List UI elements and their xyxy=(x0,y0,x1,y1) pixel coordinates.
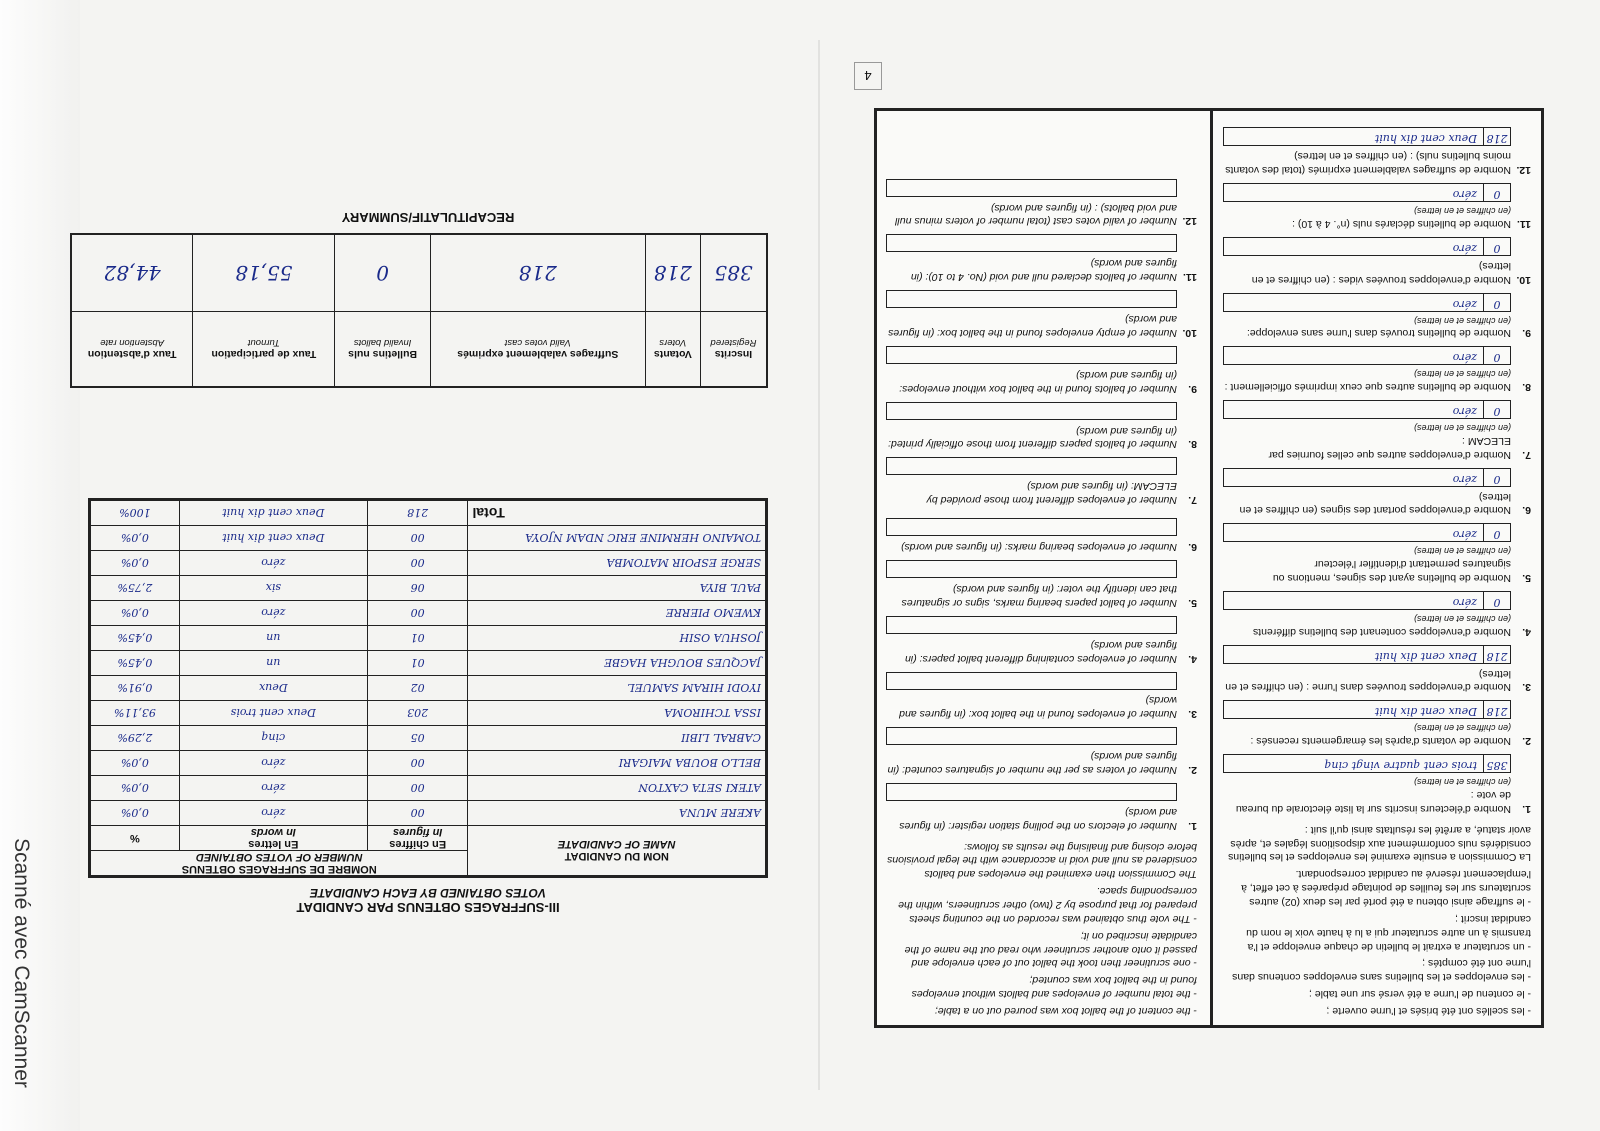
votes-percent: 0,0% xyxy=(90,601,180,626)
question-item-fr xyxy=(1223,128,1531,177)
votes-figures: 01 xyxy=(367,651,468,676)
total-figures: 218 xyxy=(367,500,468,526)
procedure-line: - the total number of envelopes and ballots without envelopes found in the ballot box was counted; xyxy=(911,974,1197,1001)
summary-header-fr: Inscrits xyxy=(714,348,753,361)
candidate-row xyxy=(90,551,767,576)
header-in-figures: En chiffres In figures xyxy=(367,826,468,851)
candidate-row xyxy=(90,651,767,676)
answer-box xyxy=(1223,645,1511,664)
question-item-en xyxy=(886,727,1197,776)
question-item-fr xyxy=(1223,183,1531,230)
answer-words: zéro xyxy=(1452,405,1477,419)
votes-words: Deux xyxy=(179,676,367,701)
question-text: Number of voters as per the number of signatures counted: (in figures and words) xyxy=(887,750,1177,776)
summary-value: 385 xyxy=(700,234,767,312)
header-votes-obtained: NOMBRE DE SUFFRAGES OBTENUS NUMBER OF VOTES OBTAINED xyxy=(90,851,468,877)
answer-box xyxy=(1223,754,1511,773)
votes-percent: 2,75% xyxy=(90,576,180,601)
question-item-fr xyxy=(1223,523,1531,584)
question-hint: (en chiffres et en lettres) xyxy=(1413,546,1511,557)
votes-percent: 0,45% xyxy=(90,651,180,676)
answer-box xyxy=(1223,701,1511,720)
candidate-name: KWEMO PIERRE xyxy=(468,601,767,626)
question-number: 3. xyxy=(1522,681,1531,694)
summary-header-en: Turnout xyxy=(247,337,280,349)
question-item-fr xyxy=(1223,400,1531,461)
question-item-fr xyxy=(1223,591,1531,638)
question-item-fr xyxy=(1223,293,1531,340)
answer-box-empty xyxy=(886,616,1177,634)
question-body xyxy=(886,672,1177,721)
question-item-en xyxy=(886,457,1197,506)
summary-value: 0 xyxy=(335,234,431,312)
summary-header xyxy=(193,312,335,388)
votes-figures: 00 xyxy=(367,551,468,576)
question-text: Nombre d'enveloppes trouvées vides : (en chiffres et en lettres) xyxy=(1251,259,1511,286)
question-body xyxy=(886,518,1177,553)
candidate-row xyxy=(90,751,767,776)
question-body xyxy=(1223,754,1511,815)
question-number: 7. xyxy=(1188,494,1197,507)
candidate-name: AKERE MUNA xyxy=(468,801,767,826)
procedure-line: - le suffrage ainsi obtenu a été porté par les deux (02) autres scrutateurs sur les feuilles de pointage préparées à cet effet, à l'emplacement réservé au candidat correspondant. xyxy=(1241,868,1531,908)
answer-box-empty xyxy=(886,672,1177,690)
question-item-fr xyxy=(1223,346,1531,393)
answer-box xyxy=(1223,183,1511,202)
candidate-name: JACQUES BOUGHA HAGBE xyxy=(468,651,767,676)
candidate-row xyxy=(90,776,767,801)
candidate-name: PAUL BIYA xyxy=(468,576,767,601)
answer-box-empty xyxy=(886,457,1177,475)
answer-words: zéro xyxy=(1452,472,1477,486)
summary-title: RECAPITULATIF/SUMMARY xyxy=(341,210,515,225)
answer-figures: 218 xyxy=(1483,646,1510,663)
summary-header xyxy=(335,312,431,388)
votes-percent: 93,11% xyxy=(90,701,180,726)
votes-words: Deux cent dix huit xyxy=(179,526,367,551)
candidate-row xyxy=(90,676,767,701)
question-text: Nombre de votants d'après les émargements recensés : xyxy=(1250,735,1511,748)
votes-figures: 00 xyxy=(367,526,468,551)
question-item-en xyxy=(886,513,1197,553)
question-number: 12. xyxy=(1516,164,1531,177)
question-text: Nombre d'enveloppes autres que celles fournies par ELECAM : xyxy=(1268,434,1511,461)
procedure-line: - the content of the ballot box was poured out on a table; xyxy=(934,1005,1197,1017)
answer-figures: 0 xyxy=(1483,347,1510,364)
question-number: 7. xyxy=(1522,448,1531,461)
votes-percent: 0,0% xyxy=(90,551,180,576)
votes-figures: 00 xyxy=(367,601,468,626)
answer-box xyxy=(1223,468,1511,487)
question-number: 1. xyxy=(1522,802,1531,815)
question-number: 10. xyxy=(1516,273,1531,286)
answer-words: zéro xyxy=(1452,351,1477,365)
votes-section-title: III-SUFFRAGES OBTENUS PAR CANDIDAT xyxy=(296,900,560,915)
question-hint: (en chiffres et en lettres) xyxy=(1413,423,1511,434)
answer-words: zéro xyxy=(1452,596,1477,610)
candidate-row xyxy=(90,576,767,601)
votes-percent: 0,0% xyxy=(90,526,180,551)
candidate-row xyxy=(90,526,767,551)
results-page xyxy=(88,185,768,915)
answer-words: Deux cent dix huit xyxy=(1374,705,1477,719)
header-candidate-name: NOM DU CANDIDAT NAME OF CANDIDATE xyxy=(468,826,767,877)
question-text: Number of envelopes different from those provided by ELECAM: (in figures and words) xyxy=(926,480,1177,507)
summary-header-fr: Bulletins nuls xyxy=(348,348,418,361)
question-body xyxy=(886,346,1177,395)
question-text: Number of empty envelopes found in the ballot box: (in figures and words) xyxy=(888,313,1177,339)
question-body xyxy=(886,783,1177,832)
summary-section xyxy=(88,210,768,388)
votes-figures: 00 xyxy=(367,776,468,801)
header-in-words: En lettres In words xyxy=(179,826,367,851)
question-body xyxy=(1223,400,1511,461)
question-text: Number of envelopes found in the ballot box: (in figures and words) xyxy=(899,694,1177,721)
summary-header-en: Registered xyxy=(710,337,757,349)
answer-box xyxy=(1223,128,1511,147)
question-body xyxy=(886,616,1177,665)
total-label: Total xyxy=(468,500,767,526)
answer-box-empty xyxy=(886,402,1177,420)
english-column xyxy=(876,111,1207,1025)
question-number: 6. xyxy=(1522,504,1531,517)
candidate-name: BELLO BOUBA MAIGARI xyxy=(468,751,767,776)
answer-words: Deux cent dix huit xyxy=(1374,649,1477,663)
question-list-fr xyxy=(1223,128,1531,815)
procedure-line: - le contenu de l'urne a été versé sur une table ; xyxy=(1308,988,1531,1001)
question-text: Nombre d'enveloppes portant des signes (en chiffres et en lettres) xyxy=(1239,490,1511,517)
answer-box xyxy=(1223,237,1511,256)
answer-box-empty xyxy=(886,560,1177,578)
candidate-votes-table xyxy=(88,498,768,878)
votes-percent: 2,29% xyxy=(90,726,180,751)
votes-words: zéro xyxy=(179,601,367,626)
summary-value: 44,82 xyxy=(71,234,193,312)
answer-words: Deux cent dix huit xyxy=(1374,132,1477,146)
votes-figures: 203 xyxy=(367,701,468,726)
procedure-line: The Commission then examined the envelopes and ballots considered as null and void in accordance with the legal provisions before closing and finalising the results as follows: xyxy=(887,840,1197,881)
votes-percent: 0,0% xyxy=(90,801,180,826)
votes-figures: 05 xyxy=(367,726,468,751)
summary-table xyxy=(70,233,768,388)
votes-figures: 01 xyxy=(367,626,468,651)
candidate-row xyxy=(90,726,767,751)
candidate-name: JOSHUA OSIH xyxy=(468,626,767,651)
candidate-name: ISSA TCHIROMA xyxy=(468,701,767,726)
summary-header-en: Invalid ballots xyxy=(353,337,412,349)
answer-box-empty xyxy=(886,518,1177,536)
question-hint: (en chiffres et en lettres) xyxy=(1413,613,1511,624)
question-number: 1. xyxy=(1188,819,1197,832)
question-number: 2. xyxy=(1522,735,1531,748)
summary-value: 55,18 xyxy=(193,234,335,312)
answer-figures: 0 xyxy=(1483,294,1510,311)
votes-words: zéro xyxy=(179,776,367,801)
answer-box xyxy=(1223,523,1511,542)
candidate-row xyxy=(90,601,767,626)
votes-words: zéro xyxy=(179,751,367,776)
question-number: 6. xyxy=(1188,541,1197,554)
candidate-name: IYODI HIRAM SAMUEL xyxy=(468,676,767,701)
scanner-watermark: Scanné avec CamScanner xyxy=(10,838,33,1088)
question-item-en xyxy=(886,616,1197,665)
votes-words: zéro xyxy=(179,551,367,576)
question-body xyxy=(1223,183,1511,230)
summary-header xyxy=(430,312,645,388)
summary-header-fr: Suffrages valablement exprimés xyxy=(457,348,619,361)
candidate-name: ATEKI SETA CAXTON xyxy=(468,776,767,801)
question-number: 9. xyxy=(1522,327,1531,340)
question-body xyxy=(1223,468,1511,517)
question-item-en xyxy=(886,290,1197,339)
question-item-fr xyxy=(1223,468,1531,517)
question-body xyxy=(1223,346,1511,393)
answer-figures: 0 xyxy=(1483,524,1510,541)
summary-header-en: Abstention rate xyxy=(100,337,165,349)
procedure-line: - The vote thus obtained was recorded on the counting sheets prepared for that purpose by 2 (two) other scrutineers, within the corresponding space. xyxy=(898,885,1197,925)
question-hint: (en chiffres et en lettres) xyxy=(1413,369,1511,380)
summary-header xyxy=(71,312,193,388)
answer-words: zéro xyxy=(1452,241,1477,255)
question-body xyxy=(886,457,1177,506)
question-item-en xyxy=(886,560,1197,609)
summary-header-en: Voters xyxy=(659,337,687,349)
votes-figures: 02 xyxy=(367,676,468,701)
votes-words: un xyxy=(179,651,367,676)
question-text: Nombre de bulletins ayant des signes, mentions ou signatures permettant d'identifier l'électeur xyxy=(1272,558,1511,585)
votes-percent: 0,0% xyxy=(90,751,180,776)
candidate-name: TOMAINO HERMINE ERIC NDAM NJOYA xyxy=(468,526,767,551)
candidate-row xyxy=(90,626,767,651)
question-number: 5. xyxy=(1522,572,1531,585)
page-number: 4 xyxy=(854,62,882,90)
question-item-fr xyxy=(1223,645,1531,694)
question-body xyxy=(1223,701,1511,748)
header-percent: % xyxy=(90,826,180,851)
answer-words: zéro xyxy=(1452,528,1477,542)
question-item-en xyxy=(886,672,1197,721)
procedure-fr xyxy=(1223,822,1531,1017)
question-number: 5. xyxy=(1188,596,1197,609)
total-row xyxy=(90,500,767,526)
procedure-line: - un scrutateur a extrait le bulletin de chaque enveloppe et l'a transmis à un autre scrutateur qui a lu à haute voix le nom du candidat inscrit ; xyxy=(1246,912,1531,953)
question-text: Number of envelopes containing different ballot papers: (in figures and words) xyxy=(905,638,1177,665)
question-text: Number of ballots found in the ballot box without envelopes: (in figures and words) xyxy=(899,368,1177,395)
votes-figures: 06 xyxy=(367,576,468,601)
answer-box xyxy=(1223,400,1511,419)
votes-figures: 00 xyxy=(367,801,468,826)
votes-percent: 0,91% xyxy=(90,676,180,701)
question-body xyxy=(1223,645,1511,694)
summary-header-fr: Taux d'abstention xyxy=(87,348,177,361)
question-item-fr xyxy=(1223,754,1531,815)
question-item-en xyxy=(886,179,1197,228)
question-body xyxy=(1223,523,1511,584)
question-text: Number of valid votes cast (total number of voters minus null and void ballots) : (in figures and words) xyxy=(895,201,1177,228)
question-text: Nombre de bulletins autres que ceux imprimés officiellement : xyxy=(1224,381,1511,394)
question-item-fr xyxy=(1223,237,1531,286)
question-text: Number of envelopes bearing marks: (in figures and words) xyxy=(900,541,1177,554)
question-number: 3. xyxy=(1188,708,1197,721)
procedure-line: La Commission a ensuite examiné les enveloppes et les bulletins considérés nuls conformément aux dispositions légales et, après avoir statué, a arrêté les résultats ainsi qu'il suit : xyxy=(1228,823,1531,864)
question-hint: (en chiffres et en lettres) xyxy=(1413,206,1511,217)
question-item-en xyxy=(886,783,1197,832)
procedure-line: - one scrutineer then took the ballot out of each envelope and passed it onto another scrutineer who read out the name of the candidate inscribed on it; xyxy=(904,929,1197,970)
summary-header-fr: Taux de participation xyxy=(211,348,317,361)
question-text: Number of ballot papers bearing marks, signs or signatures that can identify the voter: (in figures and words) xyxy=(901,582,1177,609)
candidate-name: SERGE ESPOIR MATOMBA xyxy=(468,551,767,576)
summary-value: 218 xyxy=(430,234,645,312)
answer-box-empty xyxy=(886,179,1177,197)
answer-figures: 0 xyxy=(1483,184,1510,201)
votes-percent: 0,45% xyxy=(90,626,180,651)
question-body xyxy=(886,235,1177,284)
question-body xyxy=(1223,591,1511,638)
answer-figures: 0 xyxy=(1483,469,1510,486)
question-text: Nombre d'électeurs inscrits sur la liste électorale du bureau de vote : xyxy=(1235,788,1511,815)
question-hint: (en chiffres et en lettres) xyxy=(1413,315,1511,326)
question-body xyxy=(886,402,1177,451)
answer-box-empty xyxy=(886,346,1177,364)
answer-figures: 0 xyxy=(1483,401,1510,418)
question-body xyxy=(886,727,1177,776)
page-fold xyxy=(818,40,820,1090)
question-body xyxy=(1223,237,1511,286)
minutes-page xyxy=(874,108,1544,1028)
candidate-row xyxy=(90,701,767,726)
question-body xyxy=(1223,128,1511,177)
question-text: Number of ballots papers different from those officially printed: (in figures and words) xyxy=(888,424,1177,451)
summary-header-fr: Votants xyxy=(653,348,692,361)
votes-words: Deux cent trois xyxy=(179,701,367,726)
question-body xyxy=(886,290,1177,339)
question-text: Nombre de suffrages valablement exprimés (total des votants moins bulletins nuls) : (en chiffres et en lettres) xyxy=(1225,150,1511,177)
question-number: 12. xyxy=(1182,215,1197,228)
total-words: Deux cent dix huit xyxy=(179,500,367,526)
votes-words: six xyxy=(179,576,367,601)
candidate-name: CABRAL LIBII xyxy=(468,726,767,751)
question-text: Number of ballots declared null and void (No. 4 to 10): (in figures and words) xyxy=(910,257,1177,284)
answer-words: zéro xyxy=(1452,297,1477,311)
question-number: 10. xyxy=(1182,326,1197,339)
answer-figures: 0 xyxy=(1483,592,1510,609)
votes-section-subtitle: VOTES OBTAINED BY EACH CANDIDATE xyxy=(310,886,547,900)
question-hint: (en chiffres et en lettres) xyxy=(1413,723,1511,734)
votes-figures: 00 xyxy=(367,751,468,776)
procedure-line: - les enveloppes et les bulletins sans enveloppes contenus dans l'urne ont été comptés ; xyxy=(1232,957,1531,984)
votes-words: cinq xyxy=(179,726,367,751)
answer-box-empty xyxy=(886,290,1177,308)
answer-box-empty xyxy=(886,727,1177,745)
question-number: 11. xyxy=(1182,271,1197,284)
answer-box-empty xyxy=(886,783,1177,801)
question-body xyxy=(1223,293,1511,340)
question-number: 9. xyxy=(1188,382,1197,395)
question-number: 11. xyxy=(1516,217,1531,230)
answer-box xyxy=(1223,346,1511,365)
question-number: 8. xyxy=(1188,438,1197,451)
procedure-en xyxy=(886,839,1197,1017)
question-hint: (en chiffres et en lettres) xyxy=(1413,777,1511,788)
question-item-en xyxy=(886,402,1197,451)
votes-words: zéro xyxy=(179,801,367,826)
question-item-en xyxy=(886,235,1197,284)
question-text: Nombre d'enveloppes contenant des bulletins différents xyxy=(1252,625,1511,638)
question-list-en xyxy=(886,179,1197,832)
question-body xyxy=(886,179,1177,228)
summary-header xyxy=(645,312,700,388)
question-number: 2. xyxy=(1188,763,1197,776)
question-text: Nombre de bulletins déclarés nuls (n°. 4 à 10) : xyxy=(1292,217,1511,230)
answer-figures: 218 xyxy=(1483,702,1510,719)
answer-words: zéro xyxy=(1452,188,1477,202)
answer-figures: 218 xyxy=(1483,129,1510,146)
answer-box xyxy=(1223,591,1511,610)
question-text: Nombre de bulletins trouvés dans l'urne sans enveloppe: xyxy=(1246,327,1511,340)
total-percent: 100% xyxy=(90,500,180,526)
question-text: Nombre d'enveloppes trouvées dans l'urne : (en chiffres et en lettres) xyxy=(1225,667,1511,694)
procedure-line: - les scellés ont été brisés et l'urne ouverte ; xyxy=(1326,1005,1531,1017)
answer-figures: 0 xyxy=(1483,238,1510,255)
answer-figures: 385 xyxy=(1483,755,1510,772)
summary-header xyxy=(700,312,767,388)
answer-box xyxy=(1223,293,1511,312)
votes-words: un xyxy=(179,626,367,651)
question-text: Number of electors on the polling station register: (in figures and words) xyxy=(899,805,1177,832)
french-column xyxy=(1210,111,1541,1025)
summary-header-en: Valid votes cast xyxy=(504,337,571,349)
question-number: 8. xyxy=(1522,381,1531,394)
answer-box-empty xyxy=(886,235,1177,253)
question-item-fr xyxy=(1223,701,1531,748)
question-item-en xyxy=(886,346,1197,395)
candidate-row xyxy=(90,801,767,826)
votes-percent: 0,0% xyxy=(90,776,180,801)
question-number: 4. xyxy=(1522,625,1531,638)
question-number: 4. xyxy=(1188,652,1197,665)
question-body xyxy=(886,560,1177,609)
answer-words: trois cent quatre vingt cinq xyxy=(1324,759,1477,773)
summary-value: 218 xyxy=(645,234,700,312)
